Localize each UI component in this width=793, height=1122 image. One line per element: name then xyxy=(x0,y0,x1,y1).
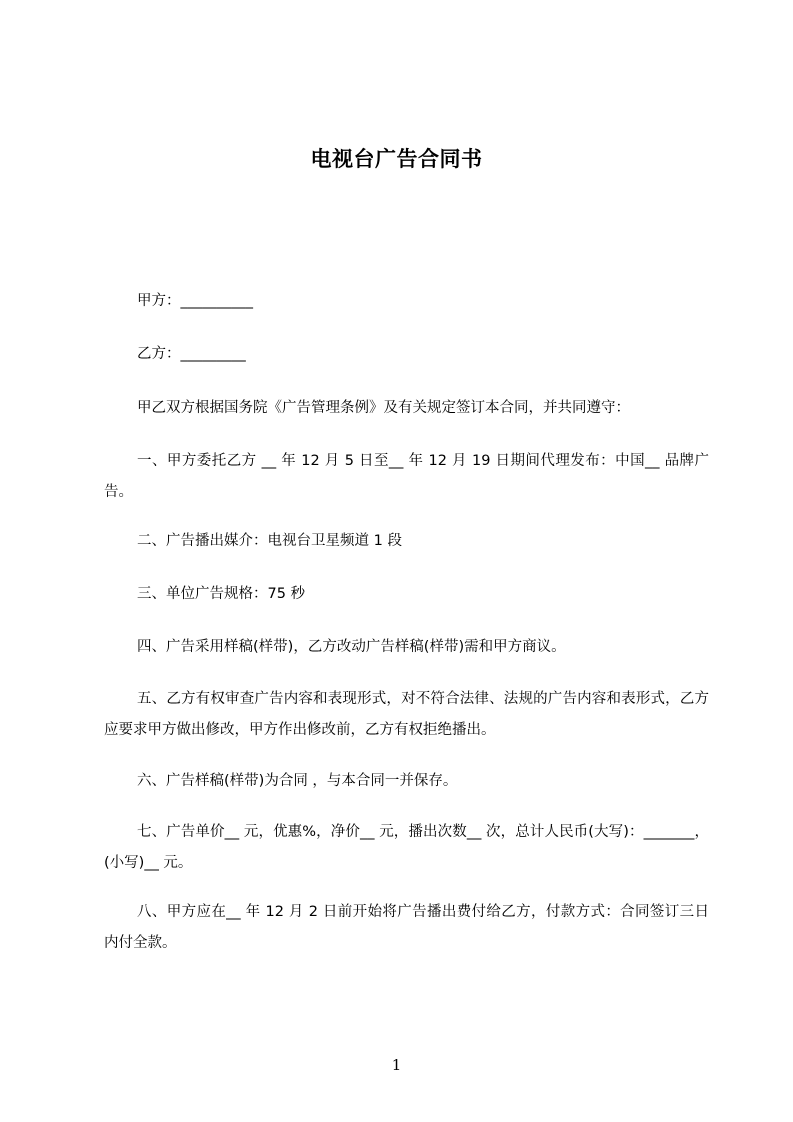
clause-8: 八、甲方应在__ 年 12 月 2 日前开始将广告播出费付给乙方，付款方式：合同签订三日内付全款。 xyxy=(104,904,709,951)
party-b-line: 乙方：_________ xyxy=(137,346,246,362)
page-number: 1 xyxy=(391,1056,402,1074)
clause-7: 七、广告单价__ 元，优惠%，净价__ 元，播出次数__ 次，总计人民币(大写)：_______，(小写)__ 元。 xyxy=(104,824,709,871)
clause-5: 五、乙方有权审查广告内容和表现形式，对不符合法律、法规的广告内容和表形式，乙方应要求甲方做出修改，甲方作出修改前，乙方有权拒绝播出。 xyxy=(104,691,709,738)
intro-paragraph: 甲乙双方根据国务院《广告管理条例》及有关规定签订本合同，并共同遵守： xyxy=(137,400,630,416)
clause-4: 四、广告采用样稿(样带)，乙方改动广告样稿(样带)需和甲方商议。 xyxy=(137,639,566,655)
party-a-line: 甲方：__________ xyxy=(137,293,253,309)
clause-6: 六、广告样稿(样带)为合同 ，与本合同一并保存。 xyxy=(137,773,458,789)
clause-3: 三、单位广告规格：75 秒 xyxy=(137,586,306,602)
document-title: 电视台广告合同书 xyxy=(310,147,483,171)
clause-1: 一、甲方委托乙方 __ 年 12 月 5 日至__ 年 12 月 19 日期间代理发布：中国__ 品牌广告。 xyxy=(104,453,709,500)
clause-2: 二、广告播出媒介：电视台卫星频道 1 段 xyxy=(137,533,402,549)
